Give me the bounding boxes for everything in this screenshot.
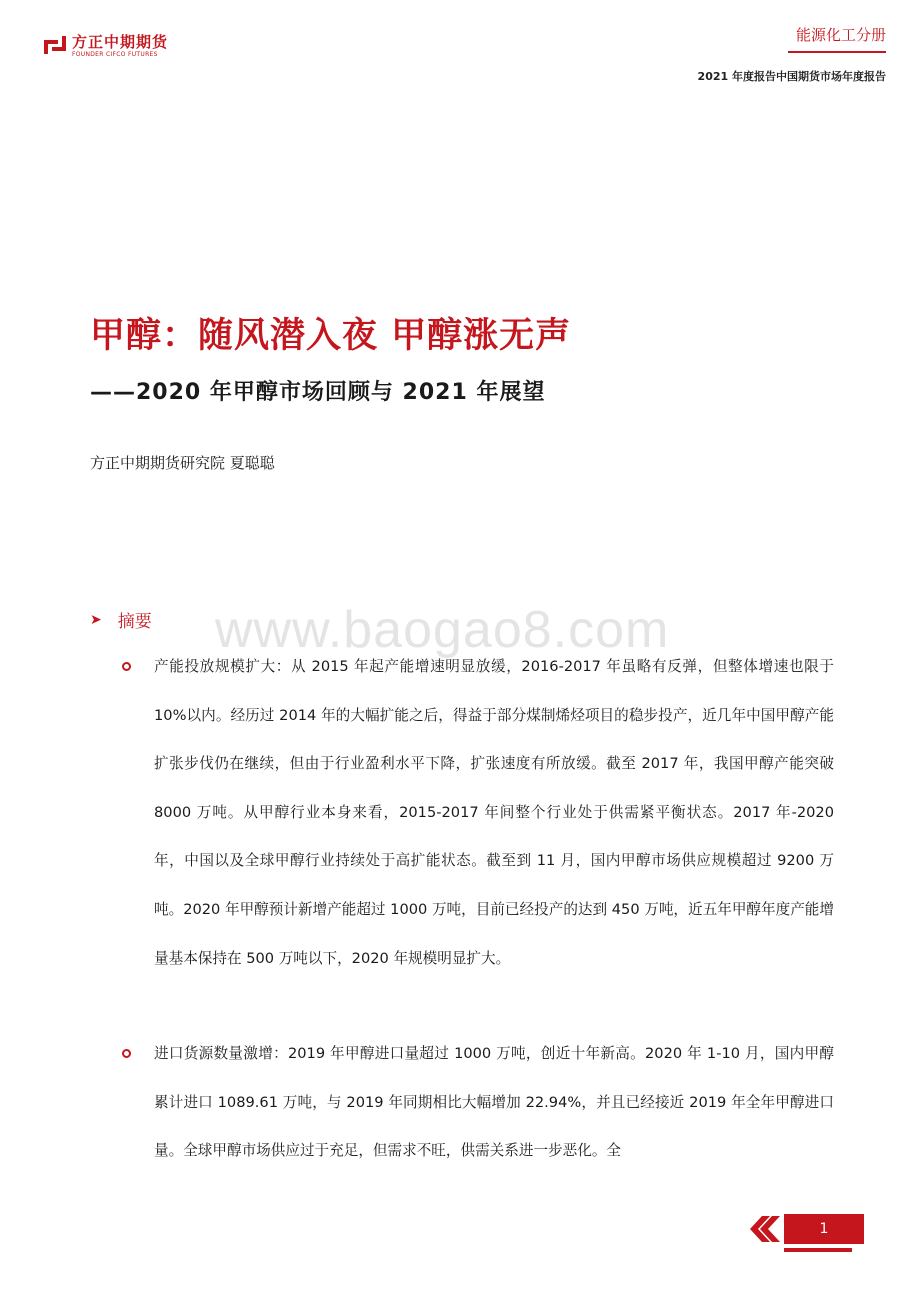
abstract-bullet-text: 产能投放规模扩大：从 2015 年起产能增速明显放缓，2016-2017 年虽略有反弹，但整体增速也限于 10%以内。经历过 2014 年的大幅扩能之后，得益于部分煤制烯烃项目的稳步投产，近几年中国甲醇产能扩张步伐仍在继续，但由于行业盈利水平下降，扩张速度有所放缓。截至 2017 年，我国甲醇产能突破 8000 万吨。从甲醇行业本身来看，2015-2017 年间整个行业处于供需紧平衡状态。2017 年-2020 年，中国以及全球甲醇行业持续处于高扩能状态。截至到 11 月，国内甲醇市场供应规模超过 9200 万吨。2020 年甲醇预计新增产能超过 1000 万吨，目前已经投产的达到 450 万吨，近五年甲醇年度产能增量基本保持在 500 万吨以下，2020 年规模明显扩大。 bbox=[154, 658, 834, 967]
logo-company-en: FOUNDER CIFCO FUTURES bbox=[72, 51, 158, 58]
company-logo bbox=[44, 34, 168, 59]
author-line: 方正中期期货研究院 夏聪聪 bbox=[90, 454, 275, 472]
section-tag: 能源化工分册 bbox=[788, 24, 886, 53]
page-number: 1 bbox=[784, 1214, 864, 1244]
circle-bullet-icon bbox=[122, 662, 131, 671]
arrow-bullet-icon: ➤ bbox=[90, 611, 102, 628]
page-title: 甲醇：随风潜入夜 甲醇涨无声 bbox=[90, 316, 572, 356]
page-subtitle: ——2020 年甲醇市场回顾与 2021 年展望 bbox=[90, 380, 546, 405]
chevron-left-icon bbox=[746, 1214, 780, 1244]
circle-bullet-icon bbox=[122, 1049, 131, 1058]
logo-company-cn: 方正中期期货 bbox=[72, 33, 169, 51]
footer-divider bbox=[784, 1248, 852, 1252]
watermark: www.baogao8.com bbox=[215, 601, 670, 659]
abstract-bullet-text: 进口货源数量激增：2019 年甲醇进口量超过 1000 万吨，创近十年新高。2020 年 1-10 月，国内甲醇累计进口 1089.61 万吨，与 2019 年同期相比大幅增加 22.94%，并且已经接近 2019 年全年甲醇进口量。全球甲醇市场供应过于充足，但需求不旺，供需关系进一步恶化。全 bbox=[154, 1045, 834, 1160]
report-series: 2021 年度报告中国期货市场年度报告 bbox=[697, 70, 886, 83]
abstract-heading-label: 摘要 bbox=[117, 612, 152, 632]
abstract-heading bbox=[90, 607, 152, 632]
logo-mark-icon bbox=[44, 36, 66, 58]
